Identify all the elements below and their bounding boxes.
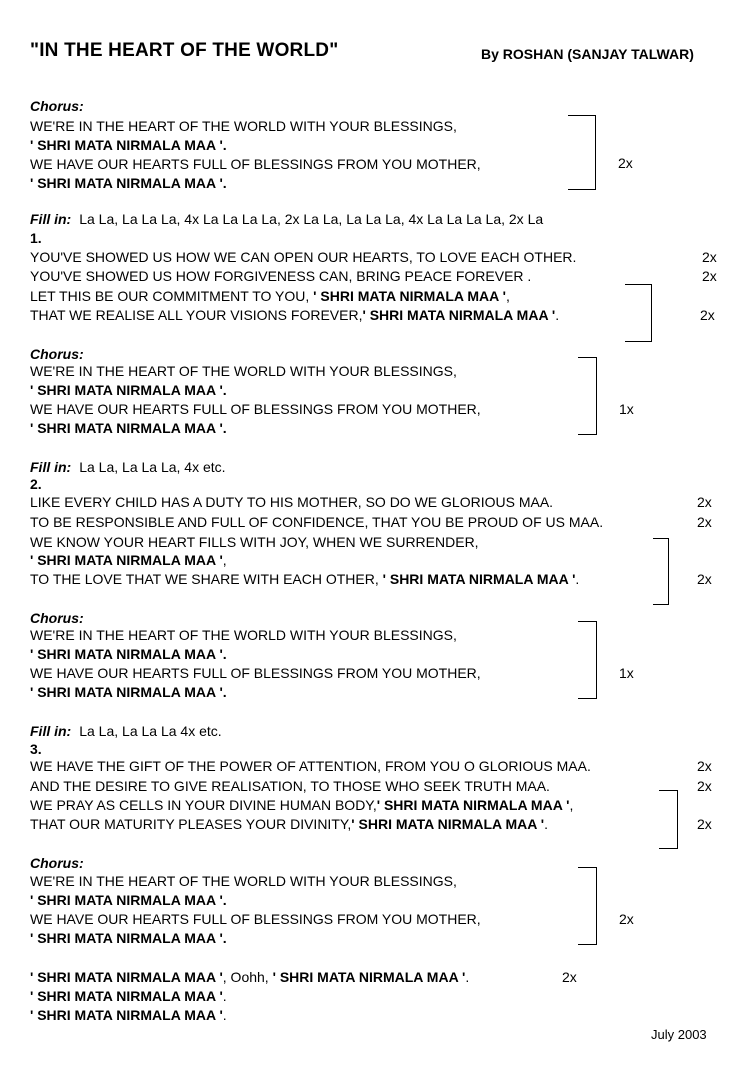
repeat-count: 2x: [618, 155, 633, 171]
ending-line: ' SHRI MATA NIRMALA MAA '.: [30, 988, 227, 1004]
chorus-label: Chorus:: [30, 346, 84, 362]
song-author: By ROSHAN (SANJAY TALWAR): [481, 46, 694, 62]
repeat-count: 2x: [697, 514, 712, 530]
fill-in-text: La La, La La La 4x etc.: [79, 723, 222, 739]
repeat-count: 2x: [700, 307, 715, 323]
verse-number: 1.: [30, 230, 42, 246]
chorus-line: WE HAVE OUR HEARTS FULL OF BLESSINGS FROM YOU MOTHER,: [30, 665, 481, 681]
fill-in-text: La La, La La La, 4x etc.: [79, 459, 226, 475]
repeat-count: 2x: [702, 268, 717, 284]
chorus-line: ' SHRI MATA NIRMALA MAA '.: [30, 646, 227, 662]
repeat-count: 2x: [697, 494, 712, 510]
chorus-line: WE HAVE OUR HEARTS FULL OF BLESSINGS FROM YOU MOTHER,: [30, 401, 481, 417]
repeat-bracket: [578, 357, 597, 435]
chorus-line: ' SHRI MATA NIRMALA MAA '.: [30, 420, 227, 436]
fill-in-label: Fill in:: [30, 459, 72, 475]
fill-in-label: Fill in:: [30, 211, 72, 227]
verse-line: WE HAVE THE GIFT OF THE POWER OF ATTENTION, FROM YOU O GLORIOUS MAA.: [30, 758, 591, 774]
repeat-bracket: [568, 115, 596, 190]
chorus-line: ' SHRI MATA NIRMALA MAA '.: [30, 930, 227, 946]
repeat-count: 2x: [619, 911, 634, 927]
chorus-label: Chorus:: [30, 855, 84, 871]
repeat-count: 1x: [619, 665, 634, 681]
chorus-line: ' SHRI MATA NIRMALA MAA '.: [30, 175, 227, 191]
song-title: "IN THE HEART OF THE WORLD": [30, 40, 339, 61]
verse-line: THAT WE REALISE ALL YOUR VISIONS FOREVER,' SHRI MATA NIRMALA MAA '.: [30, 307, 560, 323]
repeat-bracket: [625, 284, 652, 342]
verse-line: WE KNOW YOUR HEART FILLS WITH JOY, WHEN WE SURRENDER,: [30, 534, 479, 550]
chorus-line: ' SHRI MATA NIRMALA MAA '.: [30, 892, 227, 908]
repeat-count: 2x: [702, 249, 717, 265]
chorus-label: Chorus:: [30, 98, 84, 114]
repeat-count: 2x: [697, 816, 712, 832]
fill-in-text: La La, La La La, 4x La La La La, 2x La La, La La La, 4x La La La La, 2x La: [79, 211, 544, 227]
repeat-bracket: [659, 790, 678, 849]
repeat-count: 2x: [562, 969, 577, 985]
verse-number: 2.: [30, 476, 42, 492]
fill-in-line: [30, 458, 226, 476]
verse-line: LIKE EVERY CHILD HAS A DUTY TO HIS MOTHER, SO DO WE GLORIOUS MAA.: [30, 494, 554, 510]
repeat-bracket: [578, 867, 597, 945]
chorus-line: WE'RE IN THE HEART OF THE WORLD WITH YOUR BLESSINGS,: [30, 627, 457, 643]
chorus-line: ' SHRI MATA NIRMALA MAA '.: [30, 382, 227, 398]
repeat-count: 2x: [697, 758, 712, 774]
fill-in-line: [30, 210, 543, 228]
chorus-label: Chorus:: [30, 610, 84, 626]
verse-line: WE PRAY AS CELLS IN YOUR DIVINE HUMAN BODY,' SHRI MATA NIRMALA MAA ',: [30, 797, 574, 813]
chorus-line: WE'RE IN THE HEART OF THE WORLD WITH YOUR BLESSINGS,: [30, 363, 457, 379]
verse-line: YOU'VE SHOWED US HOW WE CAN OPEN OUR HEARTS, TO LOVE EACH OTHER.: [30, 249, 577, 265]
ending-line: ' SHRI MATA NIRMALA MAA '.: [30, 1007, 227, 1023]
repeat-count: 2x: [697, 571, 712, 587]
verse-line: YOU'VE SHOWED US HOW FORGIVENESS CAN, BRING PEACE FOREVER .: [30, 268, 532, 284]
verse-number: 3.: [30, 741, 42, 757]
chorus-line: ' SHRI MATA NIRMALA MAA '.: [30, 137, 227, 153]
repeat-bracket: [653, 538, 669, 605]
verse-line: TO BE RESPONSIBLE AND FULL OF CONFIDENCE, THAT YOU BE PROUD OF US MAA.: [30, 514, 604, 530]
ending-line: ' SHRI MATA NIRMALA MAA ', Oohh, ' SHRI MATA NIRMALA MAA '.: [30, 969, 470, 985]
verse-line: TO THE LOVE THAT WE SHARE WITH EACH OTHER, ' SHRI MATA NIRMALA MAA '.: [30, 571, 580, 587]
chorus-line: WE HAVE OUR HEARTS FULL OF BLESSINGS FROM YOU MOTHER,: [30, 156, 481, 172]
verse-line: LET THIS BE OUR COMMITMENT TO YOU, ' SHRI MATA NIRMALA MAA ',: [30, 288, 510, 304]
date-label: July 2003: [651, 1027, 707, 1042]
fill-in-line: [30, 722, 222, 740]
chorus-line: ' SHRI MATA NIRMALA MAA '.: [30, 684, 227, 700]
chorus-line: WE'RE IN THE HEART OF THE WORLD WITH YOUR BLESSINGS,: [30, 873, 457, 889]
chorus-line: WE HAVE OUR HEARTS FULL OF BLESSINGS FROM YOU MOTHER,: [30, 911, 481, 927]
repeat-bracket: [578, 621, 597, 699]
verse-line: ' SHRI MATA NIRMALA MAA ',: [30, 552, 227, 568]
fill-in-label: Fill in:: [30, 723, 72, 739]
chorus-line: WE'RE IN THE HEART OF THE WORLD WITH YOUR BLESSINGS,: [30, 118, 457, 134]
verse-line: AND THE DESIRE TO GIVE REALISATION, TO THOSE WHO SEEK TRUTH MAA.: [30, 778, 550, 794]
repeat-count: 2x: [697, 778, 712, 794]
verse-line: THAT OUR MATURITY PLEASES YOUR DIVINITY,' SHRI MATA NIRMALA MAA '.: [30, 816, 548, 832]
repeat-count: 1x: [619, 401, 634, 417]
